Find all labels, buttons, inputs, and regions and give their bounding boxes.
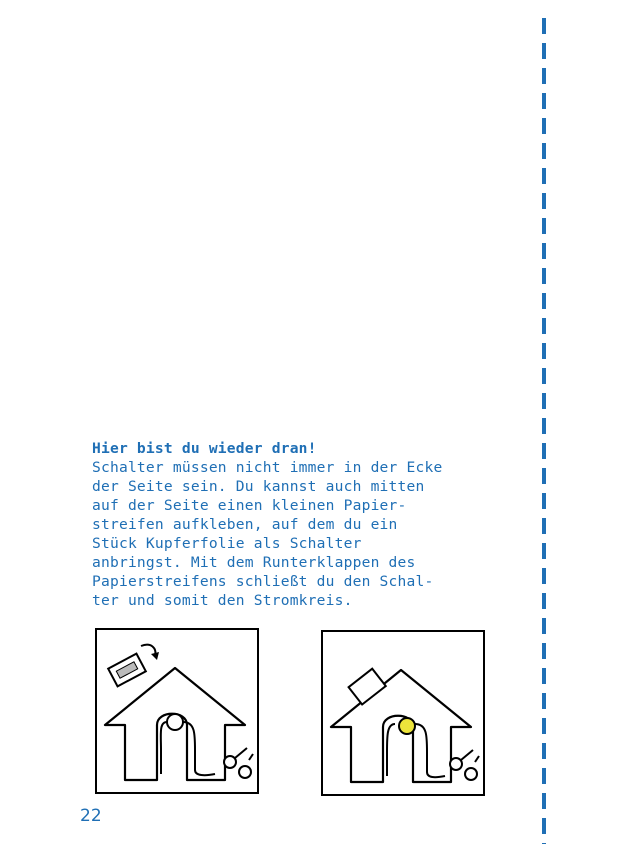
body-line: Stück Kupferfolie als Schalter [92,535,362,552]
body-line: Schalter müssen nicht immer in der Ecke [92,459,443,476]
battery-icon [224,756,236,768]
figure-switch-closed [321,630,485,796]
dashed-cut-line [542,18,546,844]
body-line: streifen aufkleben, auf dem du ein [92,516,398,533]
instruction-text [92,439,512,610]
page-number: 22 [80,806,102,826]
body-line: Papierstreifens schließt du den Schal- [92,573,434,590]
body-line: auf der Seite einen kleinen Papier- [92,497,407,514]
battery-icon [450,758,462,770]
led-on-icon [399,718,415,734]
figure-switch-open [95,628,259,794]
section-heading: Hier bist du wieder dran! [92,440,317,457]
switch-flap-icon [349,669,386,705]
body-line: anbringst. Mit dem Runterklappen des [92,554,416,571]
body-line: der Seite sein. Du kannst auch mitten [92,478,425,495]
led-off-icon [167,714,183,730]
house-circuit-closed-illustration [323,632,483,794]
house-circuit-open-illustration [97,630,257,792]
body-line: ter und somit den Stromkreis. [92,592,353,609]
